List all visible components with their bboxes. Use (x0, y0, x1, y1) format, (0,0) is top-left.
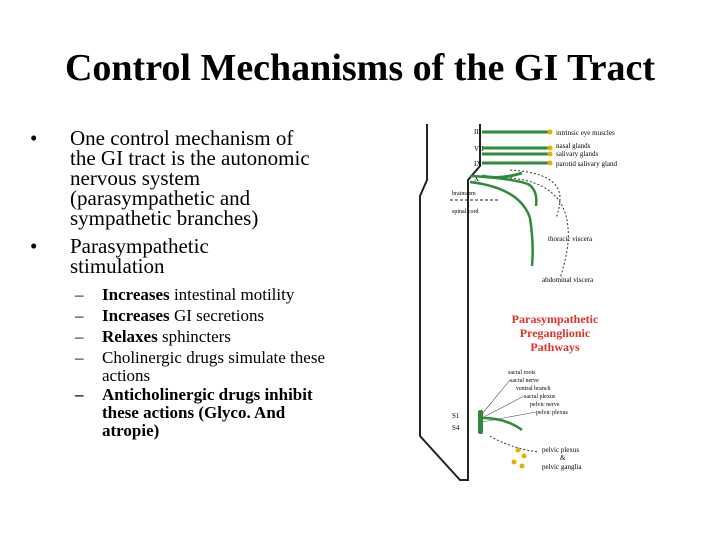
ganglion (548, 146, 553, 151)
bullet-line: sympathetic branches) (70, 206, 259, 230)
subbullet-bold: Relaxes (102, 327, 158, 346)
subbullet-text: GI secretions (169, 306, 265, 325)
bullet-line: nervous system (70, 166, 201, 190)
pelvic-label: sacral roots (508, 370, 536, 376)
ganglion (548, 130, 553, 135)
ganglion (520, 464, 525, 469)
postganglionic-path (510, 178, 568, 278)
diagram-heading: Parasympathetic (511, 312, 599, 326)
brainstem-label: brainstem (452, 191, 476, 197)
pelvic-label: pelvic nerve (530, 402, 560, 408)
bullet-parasympathetic (30, 236, 360, 276)
bullet-autonomic (30, 128, 360, 228)
subbullet-text: Cholinergic drugs simulate these actions (102, 348, 326, 385)
subbullet-text: sphincters (157, 327, 231, 346)
target-label: salivary glands (556, 150, 599, 158)
target-label: nasal glands (556, 142, 591, 150)
pelvic-label: sacral plexus (524, 394, 556, 400)
vagus-fiber (470, 182, 533, 266)
bullet-line: (parasympathetic and (70, 186, 251, 210)
bullet-line: the GI tract is the autonomic (70, 146, 310, 170)
subbullet-bold: Increases (102, 285, 170, 304)
subbullet-bold: Increases (102, 306, 170, 325)
parasympathetic-pathways-diagram (410, 118, 650, 486)
spinal-cord-label: spinal cord (452, 209, 479, 215)
bullet-list (30, 128, 360, 276)
target-label: abdominal viscera (542, 276, 594, 284)
cranial-nerve-label: X (474, 175, 480, 183)
subbullet-secretions (75, 307, 345, 325)
pelvic-label: pelvic plexus (536, 410, 568, 416)
subbullet-anticholinergic (75, 386, 345, 440)
dash-glyph: – (75, 306, 84, 325)
brainstem-outline (420, 124, 480, 480)
subbullet-sphincters (75, 328, 345, 346)
target-label: parotid salivary gland (556, 160, 618, 168)
cranial-nerve-label: III (474, 128, 481, 136)
dash-glyph: – (75, 285, 84, 304)
bullet-line: Parasympathetic (70, 234, 209, 258)
dash-glyph: – (75, 348, 84, 367)
diagram-heading: Pathways (530, 340, 580, 354)
slide-title: Control Mechanisms of the GI Tract (64, 47, 655, 89)
subbullet-cholinergic (75, 349, 345, 385)
ganglion (548, 161, 553, 166)
target-label: thoracic viscera (548, 235, 593, 243)
dash-glyph: – (75, 327, 84, 346)
dash-glyph: – (75, 385, 84, 404)
ganglion (512, 460, 517, 465)
subbullet-motility (75, 286, 345, 304)
bullet-line: One control mechanism of (70, 126, 294, 150)
ganglia-label: pelvic ganglia (542, 463, 582, 471)
bullet-glyph: • (30, 126, 38, 150)
subbullet-text: intestinal motility (169, 285, 295, 304)
diagram-heading: Preganglionic (519, 326, 591, 340)
cranial-nerve-label: IX (474, 160, 482, 168)
postganglionic-path (490, 436, 538, 452)
pelvic-label: sacral nerve (510, 378, 539, 384)
sacral-label: S4 (452, 424, 460, 432)
sacral-label: S1 (452, 412, 460, 420)
ganglia-label: pelvic plexus (542, 446, 580, 454)
sacral-fiber (482, 418, 522, 430)
ganglion (516, 448, 521, 453)
ganglia-label: & (560, 454, 566, 462)
target-label: intrinsic eye muscles (556, 129, 615, 137)
ganglion (548, 152, 553, 157)
ganglion (522, 454, 527, 459)
pelvic-label: ventral branch (516, 386, 551, 392)
bullet-glyph: • (30, 234, 38, 258)
subbullet-text: Anticholinergic drugs inhibit these actions (Glyco. And atropie) (102, 385, 313, 440)
bullet-line: stimulation (70, 254, 165, 278)
cranial-nerve-label: VII (474, 145, 484, 153)
